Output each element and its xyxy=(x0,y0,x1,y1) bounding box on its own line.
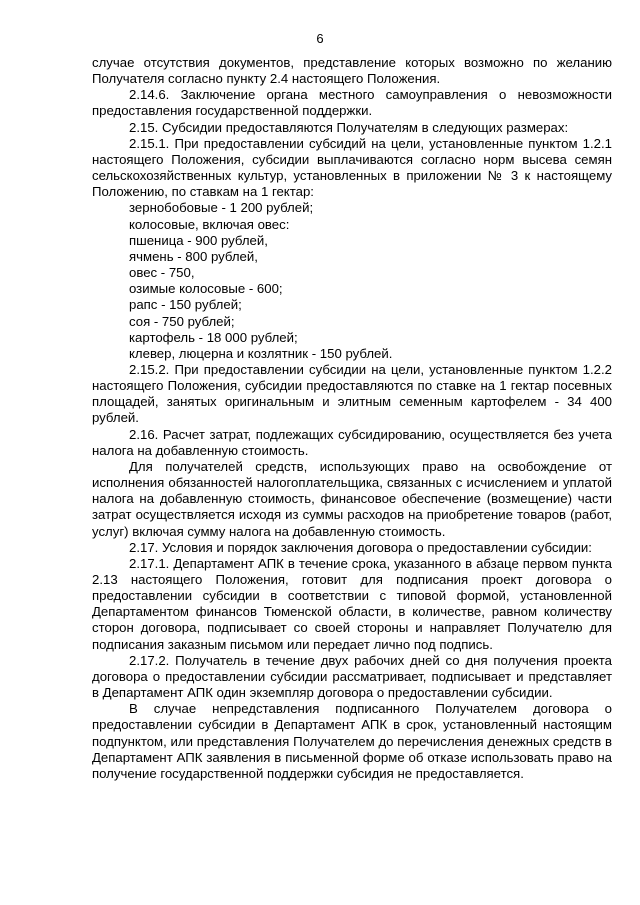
paragraph: случае отсутствия документов, представление которых возможно по желанию Получателя согласно пункту 2.4 настоящего Положения. xyxy=(92,55,612,87)
list-item: клевер, люцерна и козлятник - 150 рублей. xyxy=(129,345,393,361)
list-item: зернобобовые - 1 200 рублей; xyxy=(129,200,314,216)
paragraph: 2.17.1. Департамент АПК в течение срока, указанного в абзаце первом пункта 2.13 настоящего Положения, готовит для подписания проект договора о предоставлении субсидии в соответствии с типовой формой, установленной Департаментом финансов Тюменской области, в количестве, равном количеству сторон договора, подписывает со своей стороны и направляет Получателю для подписания заказным письмом или передает лично под подпись. xyxy=(92,555,612,652)
list-item: рапс - 150 рублей; xyxy=(129,297,242,313)
paragraph: 2.17.2. Получатель в течение двух рабочих дней со дня получения проекта договора о предоставлении субсидии рассматривает, подписывает и представляет в Департамент АПК один экземпляр договора о предоставлении субсидии. xyxy=(92,652,612,701)
list-item: ячмень - 800 рублей, xyxy=(129,248,258,264)
paragraph: Для получателей средств, использующих право на освобождение от исполнения обязанностей налогоплательщика, связанных с исчислением и уплатой налога на добавленную стоимость, финансовое обеспечение (возмещение) части затрат осуществляется исходя из суммы расходов на приобретение товаров (работ, услуг) включая сумму налога на добавленную стоимость. xyxy=(92,458,612,539)
list-item: картофель - 18 000 рублей; xyxy=(129,329,298,345)
list-item: колосовые, включая овес: xyxy=(129,216,290,232)
paragraph: 2.16. Расчет затрат, подлежащих субсидированию, осуществляется без учета налога на добавленную стоимость. xyxy=(92,426,612,458)
paragraph: 2.14.6. Заключение органа местного самоуправления о невозможности предоставления государственной поддержки. xyxy=(92,87,612,119)
paragraph: 2.17. Условия и порядок заключения договора о предоставлении субсидии: xyxy=(129,539,592,555)
paragraph: 2.15.1. При предоставлении субсидий на цели, установленные пунктом 1.2.1 настоящего Положения, субсидии выплачиваются согласно норм высева семян сельскохозяйственных культур, установленных в приложении № 3 к настоящему Положению, по ставкам на 1 гектар: xyxy=(92,135,612,200)
paragraph: 2.15. Субсидии предоставляются Получателям в следующих размерах: xyxy=(129,119,569,135)
page-number: 6 xyxy=(316,31,324,46)
list-item: соя - 750 рублей; xyxy=(129,313,235,329)
list-item: пшеница - 900 рублей, xyxy=(129,232,268,248)
paragraph: 2.15.2. При предоставлении субсидии на цели, установленные пунктом 1.2.2 настоящего Положения, субсидии предоставляются по ставке на 1 гектар посевных площадей, занятых оригинальным и элитным семенным картофелем - 34 400 рублей. xyxy=(92,361,612,426)
list-item: озимые колосовые - 600; xyxy=(129,281,283,297)
rates-list xyxy=(92,200,612,362)
paragraph: В случае непредставления подписанного Получателем договора о предоставлении субсидии в Департамент АПК в срок, установленный настоящим подпунктом, или представления Получателем до перечисления денежных средств в Департамент АПК заявления в письменной форме об отказе использовать право на получение государственной поддержки субсидия не предоставляется. xyxy=(92,701,612,781)
list-item: овес - 750, xyxy=(129,265,195,281)
document-body xyxy=(92,55,612,782)
